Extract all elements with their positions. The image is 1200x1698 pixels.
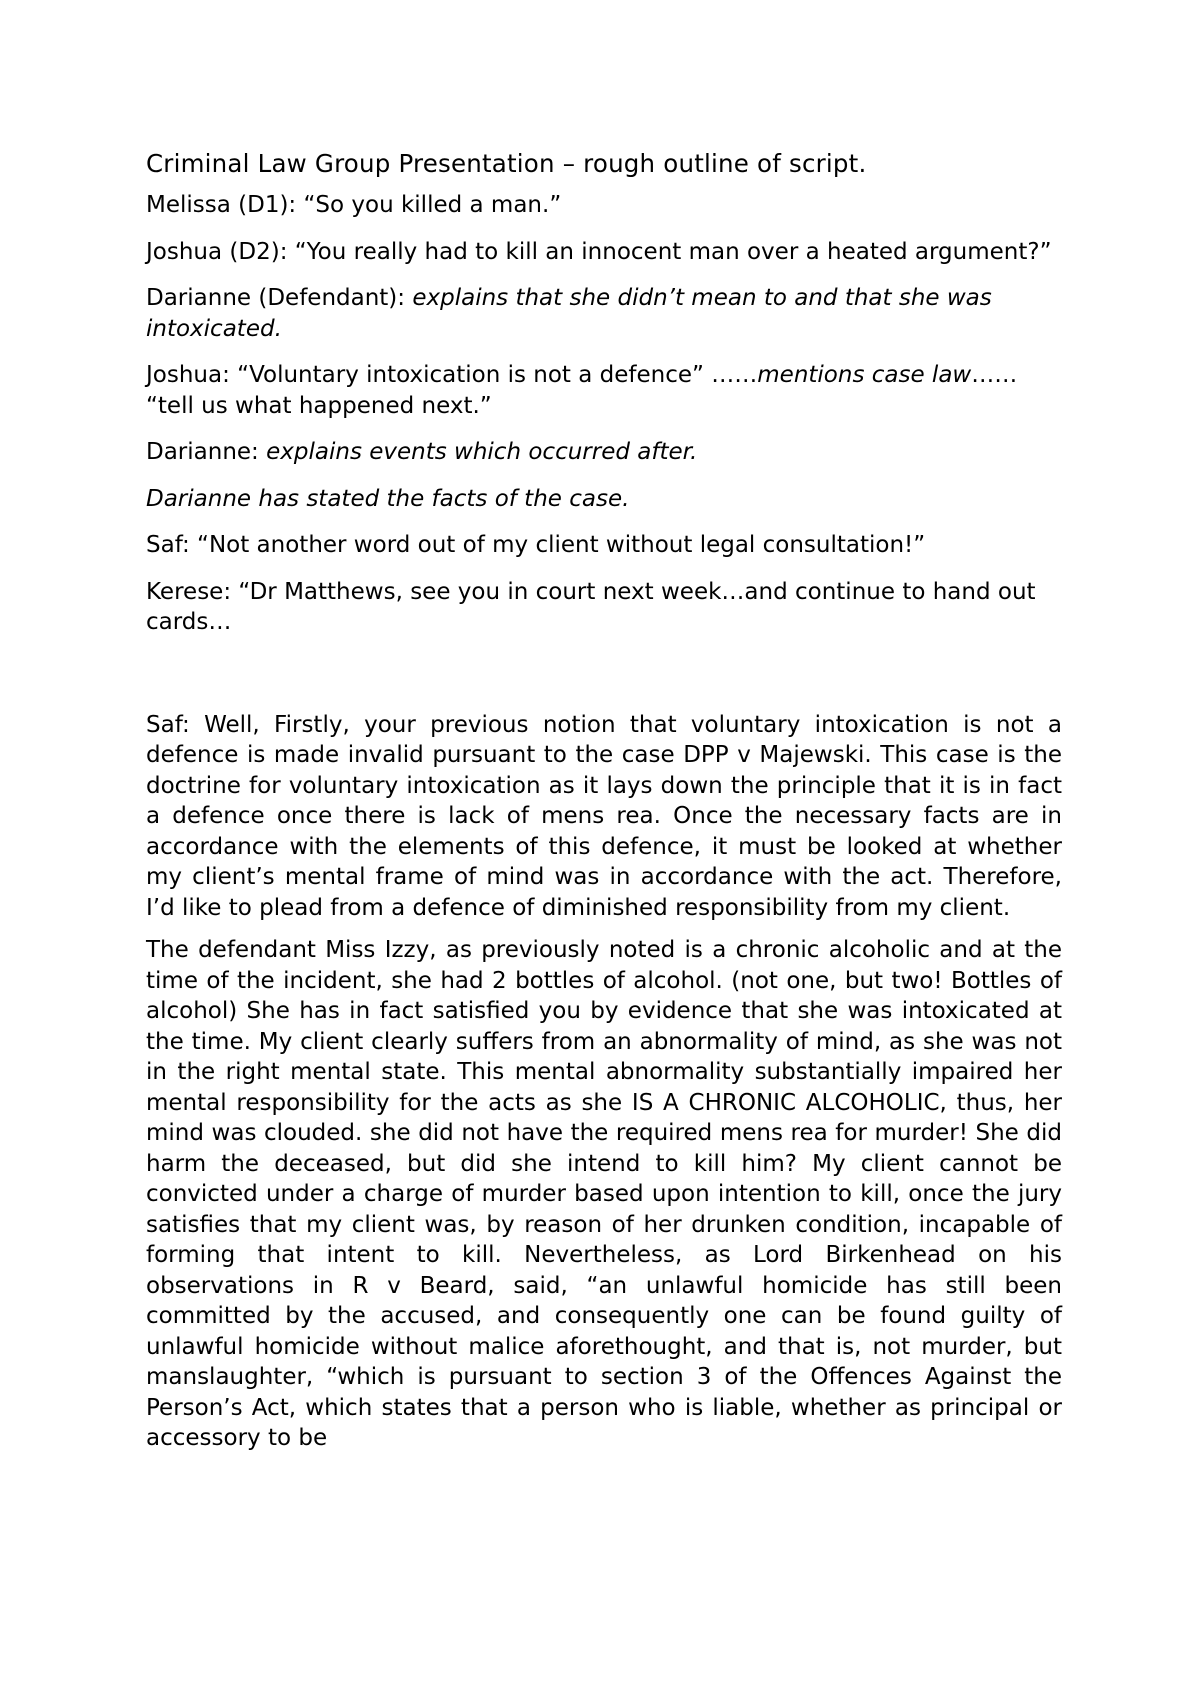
stage-direction: explains events which occurred after. [266,439,698,465]
script-line-saf [146,530,1062,561]
dialogue-text: “You really had to kill an innocent man over a heated argument?” [294,238,1052,265]
dialogue-text: “Dr Matthews, see you in court next week…and continue to hand out cards… [146,578,1036,635]
stage-direction: explains that she didn’t mean to and that she was intoxicated. [146,285,992,342]
speaker-label: Darianne: [146,439,267,465]
speaker-label: Melissa (D1): [146,192,304,218]
script-line-joshua [146,360,1062,421]
script-line-joshua-d2 [146,237,1062,268]
speaker-label: Darianne (Defendant): [146,285,413,311]
speaker-label: Kerese: [146,578,239,605]
document-body [146,148,1062,1466]
stage-direction: mentions case law [757,362,972,388]
paragraph-gap [146,654,1062,710]
speaker-label: Joshua (D2): [146,238,295,265]
script-line-darianne-defendant [146,283,1062,344]
dialogue-text: “Not another word out of my client without legal consultation!” [197,532,926,558]
dialogue-text: …… “tell us what happened next.” [146,362,1018,419]
dialogue-text: “So you killed a man.” [303,192,562,218]
speaker-label: Joshua: [146,362,238,388]
script-line-melissa [146,190,1062,221]
stage-direction: Darianne has stated the facts of the case. [146,485,630,512]
script-line-kerese [146,577,1062,638]
speaker-label: Saf: [146,532,198,558]
body-paragraph-saf-argument: Saf: Well, Firstly, your previous notion that voluntary intoxication is not a defence is made invalid pursuant to the case DPP v Majewski. This case is the doctrine for voluntary intoxication as it lays down the principle that it is in fact a defence once there is lack of mens rea. Once the necessary facts are in accordance with the elements of this defence, it must be looked at whether my client’s mental frame of mind was in accordance with the act. Therefore, I’d like to plead from a defence of diminished responsibility from my client. [146,711,1062,921]
body-paragraph-defendant: The defendant Miss Izzy, as previously noted is a chronic alcoholic and at the time of the incident, she had 2 bottles of alcohol. (not one, but two! Bottles of alcohol) She has in fact satisfied you by evidence that she was intoxicated at the time. My client clearly suffers from an abnormality of mind, as she was not in the right mental state. This mental abnormality substantially impaired her mental responsibility for the acts as she IS A CHRONIC ALCOHOLIC, thus, her mind was clouded. she did not have the required mens rea for murder! She did harm the deceased, but did she intend to kill him? My client cannot be convicted under a charge of murder based upon intention to kill, once the jury satisfies that my client was, by reason of her drunken condition, incapable of forming that intent to kill. Nevertheless, as Lord Birkenhead on his observations in R v Beard, said, “an unlawful homicide has still been committed by the accused, and consequently one can be found guilty of unlawful homicide without malice aforethought, and that is, not murder, but manslaughter, “which is pursuant to section 3 of the Offences Against the Person’s Act, which states that a person who is liable, whether as principal or accessory to be [146,937,1062,1451]
document-title: Criminal Law Group Presentation – rough outline of script. [146,149,867,178]
script-line-darianne [146,437,1062,468]
script-line-facts-note [146,484,1062,515]
dialogue-text: “Voluntary intoxication is not a defence” …… [237,362,758,388]
